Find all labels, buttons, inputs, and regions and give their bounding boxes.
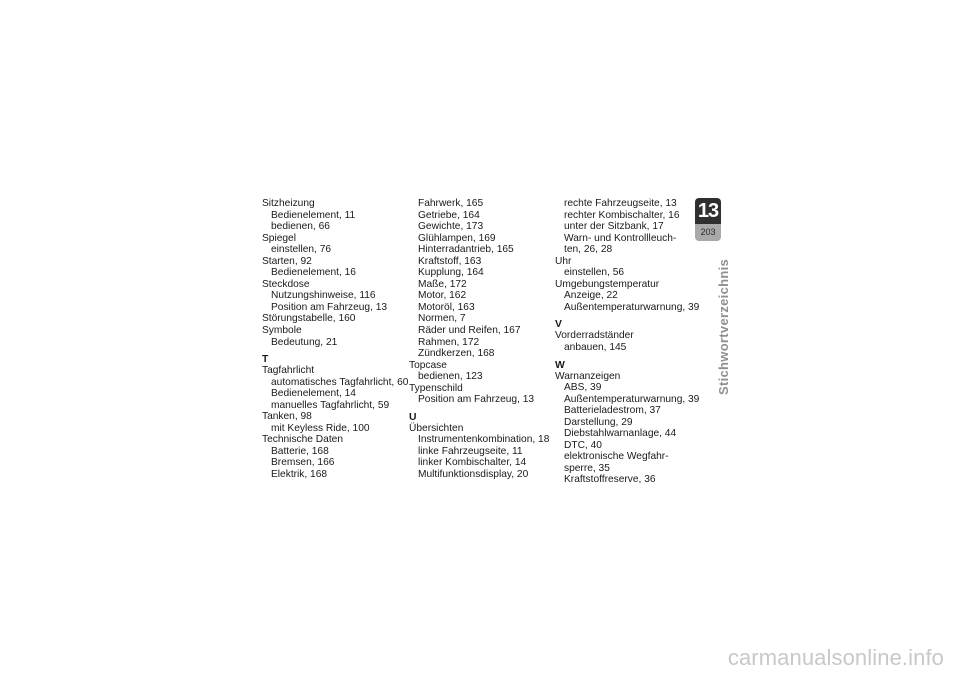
page-number-box xyxy=(695,224,721,241)
index-entry: Starten, 92 xyxy=(262,255,312,267)
index-subentry: Kupplung, 164 xyxy=(418,267,484,279)
index-subentry: Außentemperaturwarnung, 39 xyxy=(564,301,700,313)
index-letter-heading: W xyxy=(555,359,565,371)
section-title: Stichwortverzeichnis xyxy=(716,258,731,395)
chapter-number-box xyxy=(695,198,721,224)
index-subentry: Bedeutung, 21 xyxy=(271,336,338,348)
index-subentry: einstellen, 76 xyxy=(271,244,332,256)
chapter-number: 13 xyxy=(697,200,719,222)
index-entry: Umgebungstemperatur xyxy=(555,278,660,290)
index-subentry: ten, 26, 28 xyxy=(564,244,613,256)
index-subentry: Batterie, 168 xyxy=(271,445,329,457)
index-subentry: Rahmen, 172 xyxy=(418,336,480,348)
index-subentry: Bedienelement, 14 xyxy=(271,388,356,400)
index-subentry: bedienen, 123 xyxy=(418,371,483,383)
index-subentry: Multifunktionsdisplay, 20 xyxy=(418,469,529,481)
index-subentry: Außentemperaturwarnung, 39 xyxy=(564,393,700,405)
index-subentry: Warn- und Kontrollleuch- xyxy=(564,232,677,244)
index-entry: Tanken, 98 xyxy=(262,411,312,423)
index-subentry: Darstellung, 29 xyxy=(564,416,633,428)
index-entry: Tagfahrlicht xyxy=(262,365,315,377)
index-subentry: Bremsen, 166 xyxy=(271,457,335,469)
index-subentry: Fahrwerk, 165 xyxy=(418,198,484,209)
index-subentry: Position am Fahrzeug, 13 xyxy=(271,301,388,313)
index-subentry: Räder und Reifen, 167 xyxy=(418,325,521,337)
index-subentry: linker Kombischalter, 14 xyxy=(418,457,527,469)
index-subentry: automatisches Tagfahrlicht, 60 xyxy=(271,376,409,388)
index-subentry: Zündkerzen, 168 xyxy=(418,348,495,360)
index-entry: Technische Daten xyxy=(262,434,343,446)
index-entry: Uhr xyxy=(555,255,572,267)
watermark: carmanualsonline.info xyxy=(727,645,944,670)
index-entry: Topcase xyxy=(409,359,447,371)
index-subentry: Getriebe, 164 xyxy=(418,209,480,221)
index-subentry: einstellen, 56 xyxy=(564,267,625,279)
index-subentry: unter der Sitzbank, 17 xyxy=(564,221,664,233)
index-subentry: linke Fahrzeugseite, 11 xyxy=(418,445,523,457)
chapter-tab xyxy=(695,198,721,241)
index-subentry: sperre, 35 xyxy=(564,462,610,474)
index-subentry: Elektrik, 168 xyxy=(271,469,328,481)
index-column-1 xyxy=(262,198,409,481)
index-entry: Störungstabelle, 160 xyxy=(262,313,356,325)
index-letter-heading: U xyxy=(409,411,417,423)
index-subentry: mit Keyless Ride, 100 xyxy=(271,422,370,434)
index-subentry: DTC, 40 xyxy=(564,439,602,451)
index-subentry: Bedienelement, 11 xyxy=(271,209,356,221)
index-column-3 xyxy=(555,198,700,486)
index-entry: Sitzheizung xyxy=(262,198,315,209)
index-column-2 xyxy=(409,198,550,481)
index-subentry: Nutzungshinweise, 116 xyxy=(271,290,376,302)
index-subentry: Position am Fahrzeug, 13 xyxy=(418,394,535,406)
index-subentry: Normen, 7 xyxy=(418,313,466,325)
index-entry: Vorderradständer xyxy=(555,330,634,342)
index-subentry: anbauen, 145 xyxy=(564,342,627,354)
index-subentry: Motor, 162 xyxy=(418,290,467,302)
index-subentry: Motoröl, 163 xyxy=(418,301,475,313)
index-subentry: Diebstahlwarnanlage, 44 xyxy=(564,428,677,440)
index-subentry: bedienen, 66 xyxy=(271,221,330,233)
index-letter-heading: V xyxy=(555,319,562,331)
index-subentry: Glühlampen, 169 xyxy=(418,232,496,244)
index-subentry: Instrumentenkombination, 18 xyxy=(418,434,550,446)
index-entry: Spiegel xyxy=(262,232,296,244)
index-subentry: elektronische Wegfahr- xyxy=(564,451,669,463)
index-entry: Übersichten xyxy=(409,422,464,434)
index-subentry: Bedienelement, 16 xyxy=(271,267,356,279)
index-entry: Warnanzeigen xyxy=(555,370,621,382)
index-subentry: Hinterradantrieb, 165 xyxy=(418,244,514,256)
index-entry: Symbole xyxy=(262,325,302,337)
index-subentry: Kraftstoff, 163 xyxy=(418,255,482,267)
index-subentry: rechter Kombischalter, 16 xyxy=(564,209,680,221)
page-number: 203 xyxy=(700,227,716,237)
index-subentry: Batterieladestrom, 37 xyxy=(564,405,661,417)
index-entry: Steckdose xyxy=(262,278,310,290)
index-subentry: manuelles Tagfahrlicht, 59 xyxy=(271,399,390,411)
index-subentry: rechte Fahrzeugseite, 13 xyxy=(564,198,677,209)
index-subentry: Gewichte, 173 xyxy=(418,221,484,233)
index-subentry: Kraftstoffreserve, 36 xyxy=(564,474,656,486)
index-subentry: Anzeige, 22 xyxy=(564,290,618,302)
index-subentry: Maße, 172 xyxy=(418,278,467,290)
index-entry: Typenschild xyxy=(409,382,463,394)
index-letter-heading: T xyxy=(262,354,269,366)
index-subentry: ABS, 39 xyxy=(564,382,602,394)
